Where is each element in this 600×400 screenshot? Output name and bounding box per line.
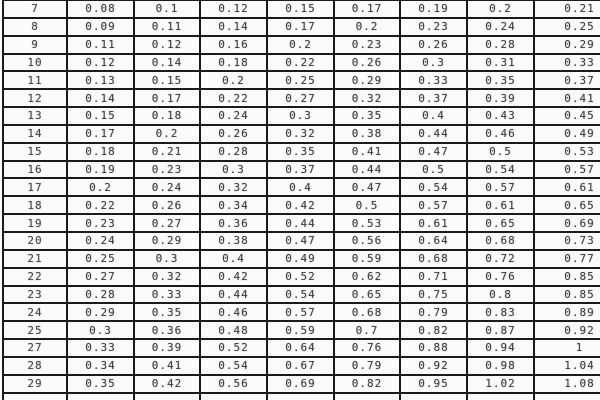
- value-cell: 0.65: [467, 214, 534, 232]
- value-cell: 0.2: [334, 18, 400, 36]
- value-cell: 0.56: [334, 232, 400, 250]
- value-cell: 0.73: [534, 232, 600, 250]
- value-cell: [67, 393, 134, 400]
- row-number-cell: 28: [3, 357, 67, 375]
- value-cell: 0.12: [67, 54, 134, 72]
- value-cell: 0.92: [400, 357, 467, 375]
- value-cell: 0.67: [267, 357, 334, 375]
- table-row: [3, 375, 600, 393]
- value-cell: 0.11: [67, 36, 134, 54]
- value-cell: 0.3: [400, 54, 467, 72]
- value-cell: 0.34: [67, 357, 134, 375]
- row-number-cell: 21: [3, 250, 67, 268]
- table-row: [3, 232, 600, 250]
- value-cell: 0.79: [334, 357, 400, 375]
- value-cell: 0.36: [200, 214, 267, 232]
- value-cell: 0.34: [200, 196, 267, 214]
- data-table: [2, 0, 600, 400]
- value-cell: 0.42: [134, 375, 200, 393]
- value-cell: 0.14: [134, 54, 200, 72]
- value-cell: 0.11: [134, 18, 200, 36]
- value-cell: 0.42: [200, 268, 267, 286]
- value-cell: 0.21: [134, 143, 200, 161]
- value-cell: 0.44: [334, 161, 400, 179]
- row-number-cell: 9: [3, 36, 67, 54]
- value-cell: 0.15: [134, 71, 200, 89]
- value-cell: 0.22: [200, 89, 267, 107]
- value-cell: 0.33: [134, 286, 200, 304]
- value-cell: [134, 393, 200, 400]
- value-cell: [400, 393, 467, 400]
- value-cell: 0.24: [467, 18, 534, 36]
- value-cell: 0.7: [334, 321, 400, 339]
- value-cell: 0.61: [534, 178, 600, 196]
- value-cell: 0.14: [67, 89, 134, 107]
- value-cell: 0.5: [467, 143, 534, 161]
- row-number-cell: 27: [3, 339, 67, 357]
- table-row: [3, 0, 600, 18]
- value-cell: 0.69: [534, 214, 600, 232]
- value-cell: 0.32: [134, 268, 200, 286]
- value-cell: 0.41: [334, 143, 400, 161]
- value-cell: 0.28: [200, 143, 267, 161]
- value-cell: 0.36: [134, 321, 200, 339]
- value-cell: 0.21: [534, 0, 600, 18]
- value-cell: 0.65: [334, 286, 400, 304]
- value-cell: 0.17: [334, 0, 400, 18]
- value-cell: 0.25: [267, 71, 334, 89]
- value-cell: 0.69: [267, 375, 334, 393]
- value-cell: 0.76: [467, 268, 534, 286]
- value-cell: 0.29: [134, 232, 200, 250]
- row-number-cell: 24: [3, 303, 67, 321]
- value-cell: 0.27: [134, 214, 200, 232]
- table-row: [3, 214, 600, 232]
- value-cell: 0.42: [267, 196, 334, 214]
- value-cell: 0.37: [400, 89, 467, 107]
- value-cell: 0.61: [400, 214, 467, 232]
- value-cell: 0.32: [267, 125, 334, 143]
- value-cell: 0.25: [534, 18, 600, 36]
- value-cell: 0.25: [67, 250, 134, 268]
- value-cell: 0.24: [67, 232, 134, 250]
- value-cell: 0.19: [67, 161, 134, 179]
- value-cell: 0.33: [400, 71, 467, 89]
- value-cell: 0.39: [467, 89, 534, 107]
- row-number-cell: 14: [3, 125, 67, 143]
- value-cell: 0.54: [200, 357, 267, 375]
- value-cell: 0.62: [334, 268, 400, 286]
- row-number-cell: 13: [3, 107, 67, 125]
- table-row: [3, 357, 600, 375]
- value-cell: 0.26: [134, 196, 200, 214]
- value-cell: 0.68: [334, 303, 400, 321]
- value-cell: 0.41: [134, 357, 200, 375]
- value-cell: 0.57: [267, 303, 334, 321]
- value-cell: 1.04: [534, 357, 600, 375]
- value-cell: 0.71: [400, 268, 467, 286]
- table-row: [3, 286, 600, 304]
- table-row: [3, 268, 600, 286]
- table-row: [3, 36, 600, 54]
- value-cell: 0.87: [467, 321, 534, 339]
- value-cell: 0.59: [334, 250, 400, 268]
- value-cell: 0.72: [467, 250, 534, 268]
- value-cell: 0.3: [134, 250, 200, 268]
- value-cell: 0.26: [334, 54, 400, 72]
- value-cell: [200, 393, 267, 400]
- value-cell: 0.33: [534, 54, 600, 72]
- value-cell: 0.29: [534, 36, 600, 54]
- value-cell: 0.29: [334, 71, 400, 89]
- value-cell: 0.75: [400, 286, 467, 304]
- table-row: [3, 125, 600, 143]
- value-cell: 0.23: [334, 36, 400, 54]
- value-cell: 0.47: [267, 232, 334, 250]
- value-cell: 0.44: [200, 286, 267, 304]
- value-cell: 0.54: [267, 286, 334, 304]
- table-row: [3, 161, 600, 179]
- row-number-cell: 12: [3, 89, 67, 107]
- value-cell: 0.95: [400, 375, 467, 393]
- value-cell: 0.38: [200, 232, 267, 250]
- value-cell: 0.3: [200, 161, 267, 179]
- value-cell: 0.35: [67, 375, 134, 393]
- table-row: [3, 196, 600, 214]
- value-cell: 0.8: [467, 286, 534, 304]
- value-cell: 0.77: [534, 250, 600, 268]
- table-row: [3, 107, 600, 125]
- value-cell: 0.23: [134, 161, 200, 179]
- value-cell: 0.3: [67, 321, 134, 339]
- row-number-cell: 17: [3, 178, 67, 196]
- value-cell: 0.3: [267, 107, 334, 125]
- table-row: [3, 303, 600, 321]
- value-cell: 0.4: [400, 107, 467, 125]
- value-cell: 0.32: [200, 178, 267, 196]
- row-number-cell: 10: [3, 54, 67, 72]
- value-cell: 0.48: [200, 321, 267, 339]
- row-number-cell: 20: [3, 232, 67, 250]
- value-cell: 0.5: [400, 161, 467, 179]
- value-cell: 0.64: [267, 339, 334, 357]
- value-cell: 0.49: [267, 250, 334, 268]
- value-cell: [267, 393, 334, 400]
- table-row: [3, 250, 600, 268]
- value-cell: 0.41: [534, 89, 600, 107]
- table-row: [3, 18, 600, 36]
- value-cell: 0.68: [467, 232, 534, 250]
- value-cell: 0.46: [467, 125, 534, 143]
- value-cell: 0.46: [200, 303, 267, 321]
- value-cell: 0.64: [400, 232, 467, 250]
- value-cell: 0.29: [67, 303, 134, 321]
- row-number-cell: 19: [3, 214, 67, 232]
- value-cell: 0.92: [534, 321, 600, 339]
- value-cell: 1.08: [534, 375, 600, 393]
- value-cell: 0.83: [467, 303, 534, 321]
- value-cell: 0.15: [67, 107, 134, 125]
- value-cell: 0.32: [334, 89, 400, 107]
- value-cell: 0.18: [200, 54, 267, 72]
- value-cell: 0.26: [200, 125, 267, 143]
- table-row: [3, 339, 600, 357]
- value-cell: 0.2: [267, 36, 334, 54]
- value-cell: 0.16: [200, 36, 267, 54]
- value-cell: 0.45: [534, 107, 600, 125]
- value-cell: 0.89: [534, 303, 600, 321]
- value-cell: 0.65: [534, 196, 600, 214]
- value-cell: 0.5: [334, 196, 400, 214]
- value-cell: 0.31: [467, 54, 534, 72]
- value-cell: 1: [534, 339, 600, 357]
- value-cell: 0.26: [400, 36, 467, 54]
- row-number-cell: 11: [3, 71, 67, 89]
- value-cell: 0.2: [67, 178, 134, 196]
- value-cell: 0.35: [334, 107, 400, 125]
- value-cell: 0.4: [200, 250, 267, 268]
- value-cell: 0.22: [67, 196, 134, 214]
- value-cell: 0.56: [200, 375, 267, 393]
- value-cell: 0.76: [334, 339, 400, 357]
- value-cell: 0.24: [134, 178, 200, 196]
- value-cell: 0.2: [200, 71, 267, 89]
- row-number-cell: 15: [3, 143, 67, 161]
- value-cell: 0.57: [534, 161, 600, 179]
- table-row: [3, 71, 600, 89]
- value-cell: 0.19: [400, 0, 467, 18]
- value-cell: 0.37: [534, 71, 600, 89]
- value-cell: 0.53: [334, 214, 400, 232]
- value-cell: 0.12: [200, 0, 267, 18]
- value-cell: 0.53: [534, 143, 600, 161]
- value-cell: [334, 393, 400, 400]
- value-cell: 0.14: [200, 18, 267, 36]
- value-cell: 0.82: [334, 375, 400, 393]
- value-cell: 0.79: [400, 303, 467, 321]
- value-cell: 0.1: [134, 0, 200, 18]
- value-cell: 0.47: [400, 143, 467, 161]
- value-cell: 0.27: [267, 89, 334, 107]
- value-cell: 0.28: [467, 36, 534, 54]
- value-cell: 0.18: [134, 107, 200, 125]
- value-cell: 0.54: [467, 161, 534, 179]
- table-row: [3, 178, 600, 196]
- value-cell: 0.23: [400, 18, 467, 36]
- value-cell: 0.49: [534, 125, 600, 143]
- value-cell: 0.09: [67, 18, 134, 36]
- table-row: [3, 321, 600, 339]
- value-cell: 0.33: [67, 339, 134, 357]
- value-cell: 0.61: [467, 196, 534, 214]
- value-cell: 0.17: [267, 18, 334, 36]
- value-cell: 0.52: [200, 339, 267, 357]
- value-cell: 0.57: [400, 196, 467, 214]
- value-cell: 0.17: [67, 125, 134, 143]
- value-cell: 0.59: [267, 321, 334, 339]
- row-number-cell: 18: [3, 196, 67, 214]
- value-cell: 0.35: [467, 71, 534, 89]
- row-number-cell: 22: [3, 268, 67, 286]
- value-cell: 0.17: [134, 89, 200, 107]
- value-cell: 0.22: [267, 54, 334, 72]
- value-cell: 0.44: [267, 214, 334, 232]
- table-row: [3, 393, 600, 400]
- value-cell: 0.4: [267, 178, 334, 196]
- value-cell: 0.08: [67, 0, 134, 18]
- value-cell: 0.18: [67, 143, 134, 161]
- value-cell: 0.12: [134, 36, 200, 54]
- value-cell: 0.39: [134, 339, 200, 357]
- row-number-cell: 8: [3, 18, 67, 36]
- value-cell: 0.88: [400, 339, 467, 357]
- value-cell: 0.35: [134, 303, 200, 321]
- value-cell: 0.52: [267, 268, 334, 286]
- value-cell: 0.37: [267, 161, 334, 179]
- table-row: [3, 54, 600, 72]
- value-cell: 0.15: [267, 0, 334, 18]
- row-number-cell: 25: [3, 321, 67, 339]
- value-cell: [467, 393, 534, 400]
- value-cell: 0.85: [534, 286, 600, 304]
- value-cell: 0.24: [200, 107, 267, 125]
- value-cell: 0.28: [67, 286, 134, 304]
- value-cell: 0.35: [267, 143, 334, 161]
- row-number-cell: 23: [3, 286, 67, 304]
- value-cell: 0.43: [467, 107, 534, 125]
- value-cell: 1.02: [467, 375, 534, 393]
- row-number-cell: 16: [3, 161, 67, 179]
- row-number-cell: [3, 393, 67, 400]
- value-cell: 0.85: [534, 268, 600, 286]
- value-cell: 0.68: [400, 250, 467, 268]
- value-cell: 0.82: [400, 321, 467, 339]
- row-number-cell: 29: [3, 375, 67, 393]
- value-cell: [534, 393, 600, 400]
- row-number-cell: 7: [3, 0, 67, 18]
- value-cell: 0.2: [134, 125, 200, 143]
- value-cell: 0.27: [67, 268, 134, 286]
- value-cell: 0.44: [400, 125, 467, 143]
- value-cell: 0.98: [467, 357, 534, 375]
- value-cell: 0.2: [467, 0, 534, 18]
- table-row: [3, 89, 600, 107]
- value-cell: 0.57: [467, 178, 534, 196]
- value-cell: 0.13: [67, 71, 134, 89]
- value-cell: 0.54: [400, 178, 467, 196]
- value-cell: 0.94: [467, 339, 534, 357]
- value-cell: 0.47: [334, 178, 400, 196]
- value-cell: 0.23: [67, 214, 134, 232]
- table-row: [3, 143, 600, 161]
- value-cell: 0.38: [334, 125, 400, 143]
